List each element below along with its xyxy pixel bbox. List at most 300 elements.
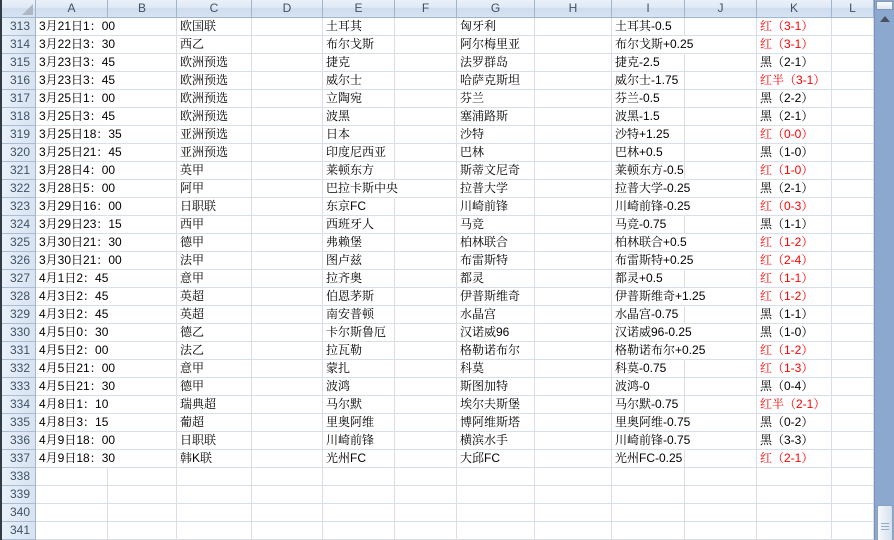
cell-L327[interactable] — [832, 270, 874, 288]
cell-D320[interactable] — [252, 144, 323, 162]
cell-J318[interactable] — [685, 108, 757, 126]
cell-F327[interactable] — [395, 270, 457, 288]
cell-I318[interactable]: 波黑-1.5 — [612, 108, 685, 126]
cell-K340[interactable] — [757, 504, 832, 522]
cell-K341[interactable] — [757, 522, 832, 540]
cell-G317[interactable]: 芬兰 — [457, 90, 535, 108]
cell-J335[interactable] — [685, 414, 757, 432]
cell-H337[interactable] — [535, 450, 612, 468]
cell-J328[interactable] — [685, 288, 757, 306]
cell-K333[interactable]: 黑（0-4） — [757, 378, 832, 396]
cell-C334[interactable]: 瑞典超 — [177, 396, 252, 414]
column-header-F[interactable]: F — [395, 0, 457, 18]
cell-F341[interactable] — [395, 522, 457, 540]
cell-I339[interactable] — [612, 486, 685, 504]
cell-C318[interactable]: 欧洲预选 — [177, 108, 252, 126]
cell-A319[interactable]: 3月25日18：35 — [36, 126, 108, 144]
cell-C336[interactable]: 日职联 — [177, 432, 252, 450]
cell-E338[interactable] — [323, 468, 395, 486]
cell-D337[interactable] — [252, 450, 323, 468]
cell-C335[interactable]: 葡超 — [177, 414, 252, 432]
cell-A332[interactable]: 4月5日21：00 — [36, 360, 108, 378]
cell-F315[interactable] — [395, 54, 457, 72]
cell-L320[interactable] — [832, 144, 874, 162]
cell-B317[interactable] — [108, 90, 177, 108]
cell-K332[interactable]: 红（1-3） — [757, 360, 832, 378]
cell-K323[interactable]: 红（0-3） — [757, 198, 832, 216]
cell-A338[interactable] — [36, 468, 108, 486]
cell-B320[interactable] — [108, 144, 177, 162]
cell-G325[interactable]: 柏林联合 — [457, 234, 535, 252]
cell-E323[interactable]: 东京FC — [323, 198, 395, 216]
cell-D328[interactable] — [252, 288, 323, 306]
cell-G316[interactable]: 哈萨克斯坦 — [457, 72, 535, 90]
cell-G341[interactable] — [457, 522, 535, 540]
cell-H338[interactable] — [535, 468, 612, 486]
cell-D329[interactable] — [252, 306, 323, 324]
cell-F319[interactable] — [395, 126, 457, 144]
cell-H339[interactable] — [535, 486, 612, 504]
cell-L316[interactable] — [832, 72, 874, 90]
cell-L325[interactable] — [832, 234, 874, 252]
cell-D339[interactable] — [252, 486, 323, 504]
cell-D338[interactable] — [252, 468, 323, 486]
cell-I315[interactable]: 捷克-2.5 — [612, 54, 685, 72]
cell-H320[interactable] — [535, 144, 612, 162]
cell-L330[interactable] — [832, 324, 874, 342]
cell-E316[interactable]: 威尔士 — [323, 72, 395, 90]
cell-I325[interactable]: 柏林联合+0.5 — [612, 234, 685, 252]
cell-B337[interactable] — [108, 450, 177, 468]
cell-G314[interactable]: 阿尔梅里亚 — [457, 36, 535, 54]
cell-J341[interactable] — [685, 522, 757, 540]
cell-D314[interactable] — [252, 36, 323, 54]
row-header-315[interactable]: 315 — [0, 54, 36, 72]
cell-L336[interactable] — [832, 432, 874, 450]
cell-K313[interactable]: 红（3-1） — [757, 18, 832, 36]
row-header-324[interactable]: 324 — [0, 216, 36, 234]
cell-K315[interactable]: 黑（2-1） — [757, 54, 832, 72]
column-header-G[interactable]: G — [457, 0, 535, 18]
cell-L315[interactable] — [832, 54, 874, 72]
cell-A329[interactable]: 4月3日2：45 — [36, 306, 108, 324]
cell-H326[interactable] — [535, 252, 612, 270]
cell-G335[interactable]: 博阿维斯塔 — [457, 414, 535, 432]
cell-A314[interactable]: 3月22日3：30 — [36, 36, 108, 54]
cell-A323[interactable]: 3月29日16：00 — [36, 198, 108, 216]
cell-A337[interactable]: 4月9日18：30 — [36, 450, 108, 468]
cell-I332[interactable]: 科莫-0.75 — [612, 360, 685, 378]
cell-J319[interactable] — [685, 126, 757, 144]
cell-L317[interactable] — [832, 90, 874, 108]
select-all-corner[interactable] — [0, 0, 36, 18]
cell-H324[interactable] — [535, 216, 612, 234]
cell-L338[interactable] — [832, 468, 874, 486]
cell-A328[interactable]: 4月3日2：45 — [36, 288, 108, 306]
cell-C323[interactable]: 日职联 — [177, 198, 252, 216]
cell-B313[interactable] — [108, 18, 177, 36]
column-header-J[interactable]: J — [685, 0, 757, 18]
cell-D340[interactable] — [252, 504, 323, 522]
cell-L314[interactable] — [832, 36, 874, 54]
cell-E341[interactable] — [323, 522, 395, 540]
column-header-D[interactable]: D — [252, 0, 323, 18]
cell-A318[interactable]: 3月25日3：45 — [36, 108, 108, 126]
cell-A333[interactable]: 4月5日21：30 — [36, 378, 108, 396]
cell-K317[interactable]: 黑（2-2） — [757, 90, 832, 108]
cell-J329[interactable] — [685, 306, 757, 324]
cell-L324[interactable] — [832, 216, 874, 234]
cell-K331[interactable]: 红（1-2） — [757, 342, 832, 360]
cell-J316[interactable] — [685, 72, 757, 90]
cell-E329[interactable]: 南安普顿 — [323, 306, 395, 324]
cell-B331[interactable] — [108, 342, 177, 360]
cell-B336[interactable] — [108, 432, 177, 450]
cell-F322[interactable] — [395, 180, 457, 198]
cell-D313[interactable] — [252, 18, 323, 36]
cell-H333[interactable] — [535, 378, 612, 396]
cell-H327[interactable] — [535, 270, 612, 288]
cell-A327[interactable]: 4月1日2：45 — [36, 270, 108, 288]
cell-J320[interactable] — [685, 144, 757, 162]
row-header-341[interactable]: 341 — [0, 522, 36, 540]
cell-K320[interactable]: 黑（1-0） — [757, 144, 832, 162]
cell-B321[interactable] — [108, 162, 177, 180]
cell-H340[interactable] — [535, 504, 612, 522]
cell-A316[interactable]: 3月23日3：45 — [36, 72, 108, 90]
cell-A334[interactable]: 4月8日1：10 — [36, 396, 108, 414]
cell-G313[interactable]: 匈牙利 — [457, 18, 535, 36]
row-header-339[interactable]: 339 — [0, 486, 36, 504]
cell-G338[interactable] — [457, 468, 535, 486]
cell-A315[interactable]: 3月23日3：45 — [36, 54, 108, 72]
cell-I340[interactable] — [612, 504, 685, 522]
cell-K321[interactable]: 红（1-0） — [757, 162, 832, 180]
row-header-318[interactable]: 318 — [0, 108, 36, 126]
cell-C340[interactable] — [177, 504, 252, 522]
cell-E318[interactable]: 波黑 — [323, 108, 395, 126]
cell-G337[interactable]: 大邱FC — [457, 450, 535, 468]
cell-C319[interactable]: 亚洲预选 — [177, 126, 252, 144]
cell-F317[interactable] — [395, 90, 457, 108]
cell-F339[interactable] — [395, 486, 457, 504]
cell-F340[interactable] — [395, 504, 457, 522]
cell-G318[interactable]: 塞浦路斯 — [457, 108, 535, 126]
cell-D327[interactable] — [252, 270, 323, 288]
cell-E337[interactable]: 光州FC — [323, 450, 395, 468]
cell-L326[interactable] — [832, 252, 874, 270]
cell-B329[interactable] — [108, 306, 177, 324]
cell-F337[interactable] — [395, 450, 457, 468]
cell-C337[interactable]: 韩K联 — [177, 450, 252, 468]
cell-F321[interactable] — [395, 162, 457, 180]
cell-C331[interactable]: 法乙 — [177, 342, 252, 360]
cell-C339[interactable] — [177, 486, 252, 504]
cell-D332[interactable] — [252, 360, 323, 378]
column-header-L[interactable]: L — [832, 0, 874, 18]
cell-G323[interactable]: 川崎前锋 — [457, 198, 535, 216]
cell-E334[interactable]: 马尔默 — [323, 396, 395, 414]
cell-F328[interactable] — [395, 288, 457, 306]
scrollbar-thumb[interactable] — [877, 505, 893, 540]
cell-L331[interactable] — [832, 342, 874, 360]
cell-F324[interactable] — [395, 216, 457, 234]
cell-J317[interactable] — [685, 90, 757, 108]
cell-J332[interactable] — [685, 360, 757, 378]
cell-H321[interactable] — [535, 162, 612, 180]
cell-J324[interactable] — [685, 216, 757, 234]
cell-K338[interactable] — [757, 468, 832, 486]
cell-F320[interactable] — [395, 144, 457, 162]
cell-D335[interactable] — [252, 414, 323, 432]
cell-I333[interactable]: 波鸿-0 — [612, 378, 685, 396]
cell-L321[interactable] — [832, 162, 874, 180]
cell-D331[interactable] — [252, 342, 323, 360]
cell-A341[interactable] — [36, 522, 108, 540]
cell-B325[interactable] — [108, 234, 177, 252]
cell-I341[interactable] — [612, 522, 685, 540]
cell-L313[interactable] — [832, 18, 874, 36]
cell-F336[interactable] — [395, 432, 457, 450]
cell-I322[interactable]: 拉普大学-0.25 — [612, 180, 685, 198]
cell-E322[interactable]: 巴拉卡斯中央 — [323, 180, 395, 198]
cell-B328[interactable] — [108, 288, 177, 306]
cell-C316[interactable]: 欧洲预选 — [177, 72, 252, 90]
cell-H322[interactable] — [535, 180, 612, 198]
cell-K337[interactable]: 红（2-1） — [757, 450, 832, 468]
row-header-327[interactable]: 327 — [0, 270, 36, 288]
cell-H316[interactable] — [535, 72, 612, 90]
cell-A336[interactable]: 4月9日18：00 — [36, 432, 108, 450]
cell-H336[interactable] — [535, 432, 612, 450]
cell-A320[interactable]: 3月25日21：45 — [36, 144, 108, 162]
cell-G320[interactable]: 巴林 — [457, 144, 535, 162]
cell-H329[interactable] — [535, 306, 612, 324]
cell-C341[interactable] — [177, 522, 252, 540]
cell-H323[interactable] — [535, 198, 612, 216]
cell-E335[interactable]: 里奥阿维 — [323, 414, 395, 432]
cell-K335[interactable]: 黑（0-2） — [757, 414, 832, 432]
row-header-313[interactable]: 313 — [0, 18, 36, 36]
row-header-332[interactable]: 332 — [0, 360, 36, 378]
cell-D334[interactable] — [252, 396, 323, 414]
cell-I314[interactable]: 布尔戈斯+0.25 — [612, 36, 685, 54]
cell-J325[interactable] — [685, 234, 757, 252]
cell-C322[interactable]: 阿甲 — [177, 180, 252, 198]
cell-J327[interactable] — [685, 270, 757, 288]
cell-D322[interactable] — [252, 180, 323, 198]
cell-B339[interactable] — [108, 486, 177, 504]
cell-D330[interactable] — [252, 324, 323, 342]
cell-L340[interactable] — [832, 504, 874, 522]
row-header-337[interactable]: 337 — [0, 450, 36, 468]
cell-I335[interactable]: 里奥阿维-0.75 — [612, 414, 685, 432]
cell-I338[interactable] — [612, 468, 685, 486]
cell-I321[interactable]: 莱顿东方-0.5 — [612, 162, 685, 180]
row-header-330[interactable]: 330 — [0, 324, 36, 342]
cell-I320[interactable]: 巴林+0.5 — [612, 144, 685, 162]
cell-J314[interactable] — [685, 36, 757, 54]
row-header-331[interactable]: 331 — [0, 342, 36, 360]
cell-I330[interactable]: 汉诺威96-0.25 — [612, 324, 685, 342]
cell-D317[interactable] — [252, 90, 323, 108]
cell-C327[interactable]: 意甲 — [177, 270, 252, 288]
cell-G326[interactable]: 布雷斯特 — [457, 252, 535, 270]
cell-J315[interactable] — [685, 54, 757, 72]
cell-F323[interactable] — [395, 198, 457, 216]
cell-H332[interactable] — [535, 360, 612, 378]
cell-A340[interactable] — [36, 504, 108, 522]
cell-L332[interactable] — [832, 360, 874, 378]
column-header-C[interactable]: C — [177, 0, 252, 18]
cell-G327[interactable]: 都灵 — [457, 270, 535, 288]
cell-K318[interactable]: 黑（2-1） — [757, 108, 832, 126]
cell-E331[interactable]: 拉瓦勒 — [323, 342, 395, 360]
cell-K336[interactable]: 黑（3-3） — [757, 432, 832, 450]
column-header-A[interactable]: A — [36, 0, 108, 18]
cell-F326[interactable] — [395, 252, 457, 270]
row-header-317[interactable]: 317 — [0, 90, 36, 108]
row-header-334[interactable]: 334 — [0, 396, 36, 414]
cell-G336[interactable]: 横滨水手 — [457, 432, 535, 450]
row-header-316[interactable]: 316 — [0, 72, 36, 90]
cell-E330[interactable]: 卡尔斯鲁厄 — [323, 324, 395, 342]
cell-D324[interactable] — [252, 216, 323, 234]
cell-D323[interactable] — [252, 198, 323, 216]
cell-E336[interactable]: 川崎前锋 — [323, 432, 395, 450]
cell-H314[interactable] — [535, 36, 612, 54]
cell-B319[interactable] — [108, 126, 177, 144]
cell-E339[interactable] — [323, 486, 395, 504]
cell-E327[interactable]: 拉齐奥 — [323, 270, 395, 288]
cell-E314[interactable]: 布尔戈斯 — [323, 36, 395, 54]
cell-G330[interactable]: 汉诺威96 — [457, 324, 535, 342]
cell-E324[interactable]: 西班牙人 — [323, 216, 395, 234]
cell-C315[interactable]: 欧洲预选 — [177, 54, 252, 72]
cell-G322[interactable]: 拉普大学 — [457, 180, 535, 198]
cell-A325[interactable]: 3月30日21：30 — [36, 234, 108, 252]
cell-D333[interactable] — [252, 378, 323, 396]
cell-D321[interactable] — [252, 162, 323, 180]
cell-J340[interactable] — [685, 504, 757, 522]
cell-I328[interactable]: 伊普斯维奇+1.25 — [612, 288, 685, 306]
cell-E321[interactable]: 莱顿东方 — [323, 162, 395, 180]
cell-D341[interactable] — [252, 522, 323, 540]
row-header-326[interactable]: 326 — [0, 252, 36, 270]
cell-H325[interactable] — [535, 234, 612, 252]
cell-E326[interactable]: 图卢兹 — [323, 252, 395, 270]
cell-L329[interactable] — [832, 306, 874, 324]
cell-A313[interactable]: 3月21日1：00 — [36, 18, 108, 36]
cell-B333[interactable] — [108, 378, 177, 396]
cell-B332[interactable] — [108, 360, 177, 378]
cell-L322[interactable] — [832, 180, 874, 198]
cell-C314[interactable]: 西乙 — [177, 36, 252, 54]
cell-I324[interactable]: 马竞-0.75 — [612, 216, 685, 234]
row-header-320[interactable]: 320 — [0, 144, 36, 162]
cell-I323[interactable]: 川崎前锋-0.25 — [612, 198, 685, 216]
cell-H331[interactable] — [535, 342, 612, 360]
cell-J321[interactable] — [685, 162, 757, 180]
cell-B340[interactable] — [108, 504, 177, 522]
row-header-321[interactable]: 321 — [0, 162, 36, 180]
cell-K324[interactable]: 黑（1-1） — [757, 216, 832, 234]
cell-A321[interactable]: 3月28日4：00 — [36, 162, 108, 180]
cell-L334[interactable] — [832, 396, 874, 414]
cell-A322[interactable]: 3月28日5：00 — [36, 180, 108, 198]
column-header-B[interactable]: B — [108, 0, 177, 18]
cell-B327[interactable] — [108, 270, 177, 288]
cell-B334[interactable] — [108, 396, 177, 414]
cell-L341[interactable] — [832, 522, 874, 540]
cell-E340[interactable] — [323, 504, 395, 522]
cell-B330[interactable] — [108, 324, 177, 342]
cell-F318[interactable] — [395, 108, 457, 126]
row-header-329[interactable]: 329 — [0, 306, 36, 324]
cell-J323[interactable] — [685, 198, 757, 216]
cell-E333[interactable]: 波鸿 — [323, 378, 395, 396]
cell-C313[interactable]: 欧国联 — [177, 18, 252, 36]
row-header-322[interactable]: 322 — [0, 180, 36, 198]
cell-H313[interactable] — [535, 18, 612, 36]
cell-G340[interactable] — [457, 504, 535, 522]
cell-K325[interactable]: 红（1-2） — [757, 234, 832, 252]
cell-L319[interactable] — [832, 126, 874, 144]
cell-K334[interactable]: 红半（2-1） — [757, 396, 832, 414]
cell-I334[interactable]: 马尔默-0.75 — [612, 396, 685, 414]
cell-B323[interactable] — [108, 198, 177, 216]
cell-J336[interactable] — [685, 432, 757, 450]
cell-D316[interactable] — [252, 72, 323, 90]
cell-C328[interactable]: 英超 — [177, 288, 252, 306]
cell-A317[interactable]: 3月25日1：00 — [36, 90, 108, 108]
cell-E325[interactable]: 弗赖堡 — [323, 234, 395, 252]
cell-H334[interactable] — [535, 396, 612, 414]
row-header-338[interactable]: 338 — [0, 468, 36, 486]
cell-I316[interactable]: 威尔士-1.75 — [612, 72, 685, 90]
row-header-319[interactable]: 319 — [0, 126, 36, 144]
cell-K314[interactable]: 红（3-1） — [757, 36, 832, 54]
cell-I327[interactable]: 都灵+0.5 — [612, 270, 685, 288]
cell-D319[interactable] — [252, 126, 323, 144]
cell-C338[interactable] — [177, 468, 252, 486]
cell-F316[interactable] — [395, 72, 457, 90]
cell-E317[interactable]: 立陶宛 — [323, 90, 395, 108]
cell-J313[interactable] — [685, 18, 757, 36]
cell-I329[interactable]: 水晶宫-0.75 — [612, 306, 685, 324]
column-header-K[interactable]: K — [757, 0, 832, 18]
cell-I326[interactable]: 布雷斯特+0.25 — [612, 252, 685, 270]
cell-J330[interactable] — [685, 324, 757, 342]
cell-K327[interactable]: 红（1-1） — [757, 270, 832, 288]
cell-J337[interactable] — [685, 450, 757, 468]
cell-E315[interactable]: 捷克 — [323, 54, 395, 72]
cell-C330[interactable]: 德乙 — [177, 324, 252, 342]
cell-J338[interactable] — [685, 468, 757, 486]
cell-K329[interactable]: 黑（1-1） — [757, 306, 832, 324]
cell-F335[interactable] — [395, 414, 457, 432]
row-header-335[interactable]: 335 — [0, 414, 36, 432]
row-header-333[interactable]: 333 — [0, 378, 36, 396]
cell-D336[interactable] — [252, 432, 323, 450]
row-header-325[interactable]: 325 — [0, 234, 36, 252]
row-header-314[interactable]: 314 — [0, 36, 36, 54]
cell-G315[interactable]: 法罗群岛 — [457, 54, 535, 72]
cell-L339[interactable] — [832, 486, 874, 504]
cell-B322[interactable] — [108, 180, 177, 198]
cell-J326[interactable] — [685, 252, 757, 270]
cell-H318[interactable] — [535, 108, 612, 126]
